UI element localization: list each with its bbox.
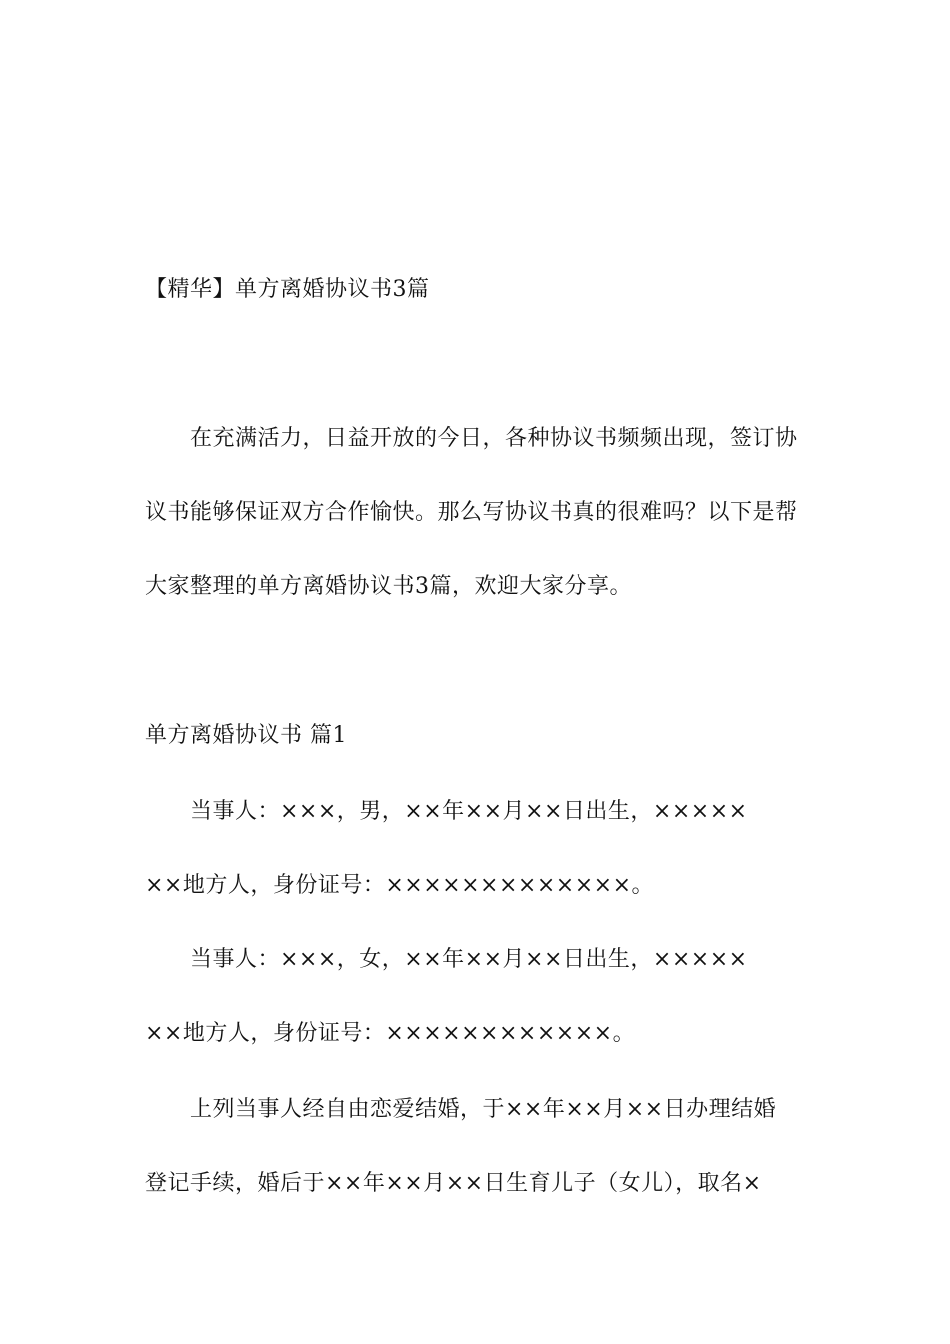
intro-line-3: 大家整理的单方离婚协议书3篇，欢迎大家分享。 <box>145 574 632 599</box>
party1-line-2: ××地方人，身份证号：×××××××××××××。 <box>145 873 655 898</box>
party2-line-1: 当事人：×××，女，××年××月××日出生，××××× <box>190 947 748 972</box>
party2-line-2: ××地方人，身份证号：××××××××××××。 <box>145 1021 636 1046</box>
document-title: 【精华】单方离婚协议书3篇 <box>145 277 430 302</box>
section-heading: 单方离婚协议书 篇1 <box>145 723 347 748</box>
intro-line-1: 在充满活力，日益开放的今日，各种协议书频频出现，签订协 <box>190 426 798 451</box>
party1-line-1: 当事人：×××，男，××年××月××日出生，××××× <box>190 799 748 824</box>
marriage-line-1: 上列当事人经自由恋爱结婚，于××年××月××日办理结婚 <box>190 1097 777 1122</box>
marriage-line-2: 登记手续，婚后于××年××月××日生育儿子（女儿），取名× <box>145 1171 762 1196</box>
intro-line-2: 议书能够保证双方合作愉快。那么写协议书真的很难吗？以下是帮 <box>145 500 798 525</box>
